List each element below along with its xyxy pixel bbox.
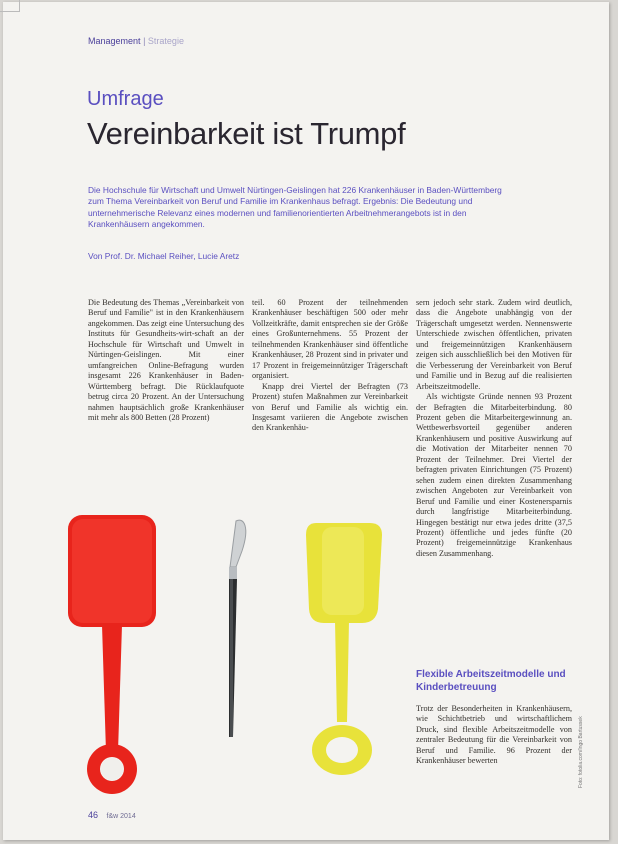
photo-credit: Foto: fotolia.com/Ingo Bartussek bbox=[578, 716, 584, 788]
section-subheading: Flexible Arbeitszeitmodelle und Kinderbetreuung bbox=[416, 669, 566, 693]
breadcrumb-separator: | bbox=[143, 36, 146, 46]
page-footer bbox=[88, 810, 136, 820]
article-kicker: Umfrage bbox=[87, 88, 164, 110]
body-column-1 bbox=[88, 298, 244, 423]
scalpel bbox=[229, 520, 246, 737]
red-toy-shovel bbox=[68, 515, 156, 794]
article-photo bbox=[58, 497, 413, 802]
body-column-3 bbox=[416, 298, 572, 559]
body-column-3-continued bbox=[416, 704, 572, 767]
scan-corner-mark bbox=[0, 0, 20, 12]
body-paragraph: Trotz der Besonderheiten in Krankenhäusern, wie Schichtbetrieb und wirtschaftlichem Druck, sind flexible Arbeitszeitmodelle von zentraler Bedeutung für die Vereinbarkeit von Beruf und Familie. 96 Prozent der Krankenhäuser bewerten bbox=[416, 704, 572, 766]
yellow-toy-shovel bbox=[306, 523, 382, 775]
publication-name: f&w 2014 bbox=[106, 813, 136, 820]
breadcrumb-subsection: Strategie bbox=[147, 36, 184, 46]
body-paragraph: teil. 60 Prozent der teilnehmenden Krankenhäuser beschäftigen 500 oder mehr Vollzeitkräfte, damit entsprechen sie der Größe eines Großunternehmens. 55 Prozent der teilnehmenden Krankenhäuser sind öffentliche Krankenhäuser, 28 Prozent sind in privater und 17 Prozent in freigemeinnütziger Trägerschaft organisiert. bbox=[252, 298, 408, 381]
page-number: 46 bbox=[88, 810, 99, 820]
body-paragraph: Knapp drei Viertel der Befragten (73 Prozent) stufen Maßnahmen zur Vereinbarkeit von Beruf und Familie als wichtig ein. Insgesamt variieren die Angebote zwischen den Krankenhäu- bbox=[252, 381, 408, 433]
article-headline: Vereinbarkeit ist Trumpf bbox=[87, 116, 406, 151]
body-column-2 bbox=[252, 298, 408, 434]
magazine-page bbox=[3, 2, 609, 840]
article-authors: Von Prof. Dr. Michael Reiher, Lucie Aretz bbox=[88, 251, 240, 261]
body-paragraph: Als wichtigste Gründe nennen 93 Prozent der Befragten die Mitarbeiterbindung. 80 Prozent geben die Mitarbeitergewinnung an. Wettbewerbsvorteil gegenüber anderen Krankenhäusern und positive Auswirkung auf die Motivation der Mitarbeiter nennen 70 Prozent der Teilnehmer. Drei Viertel der befragten privaten Einrichtungen (75 Prozent) sehen zudem einen direkten Zusammenhang zwischen Angeboten zur Vereinbarkeit von Beruf und Familie und einer Kostenersparnis durch langfristige Mitarbeiterbindung. Hingegen bestätigt nur etwa jedes dritte (37,5 Prozent) öffentliche und jedes fünfte (20 Prozent) freigemeinnützige Krankenhaus diesen Zusammenhang. bbox=[416, 392, 572, 558]
body-paragraph: Die Bedeutung des Themas „Vereinbarkeit von Beruf und Familie" ist in den Krankenhäusern angekommen. Das zeigt eine Untersuchung des Instituts für Gesundheits-wirt-schaft an der Hochschule für Wirtschaft und Umwelt in Nürtingen-Geislingen. Mit einer umfangreichen Online-Befragung wurden insgesamt 226 Krankenhäuser in Baden-Württemberg befragt. Die Rücklaufquote betrug circa 20 Prozent. An der Untersuchung nahmen hauptsächlich große Krankenhäuser mit mehr als 800 Betten (28 Prozent) bbox=[88, 298, 244, 422]
body-paragraph: sern jedoch sehr stark. Zudem wird deutlich, dass die Angebote unabhängig von der Trägerschaft umgesetzt werden. Nennenswerte Unterschiede zwischen öffentlichen, privaten und freigemeinnützigen Krankenhäusern zeigen sich ausschließlich bei den Motiven für die Verbesserung der Vereinbarkeit von Beruf und Familie und in Bezug auf die realisierten Arbeitszeitmodelle. bbox=[416, 298, 572, 391]
breadcrumb bbox=[88, 36, 184, 46]
article-lead: Die Hochschule für Wirtschaft und Umwelt Nürtingen-Geislingen hat 226 Krankenhäuser in Baden-Württemberg zum Thema Vereinbarkeit von Beruf und Familie im Krankenhaus befragt. Ergebnis: Die Bedeutung und unternehmerische Relevanz eines modernen und familienorientierten Arbeitnehmerangebots ist in den Krankenhäusern angekommen. bbox=[88, 185, 502, 229]
breadcrumb-section: Management bbox=[88, 36, 141, 46]
